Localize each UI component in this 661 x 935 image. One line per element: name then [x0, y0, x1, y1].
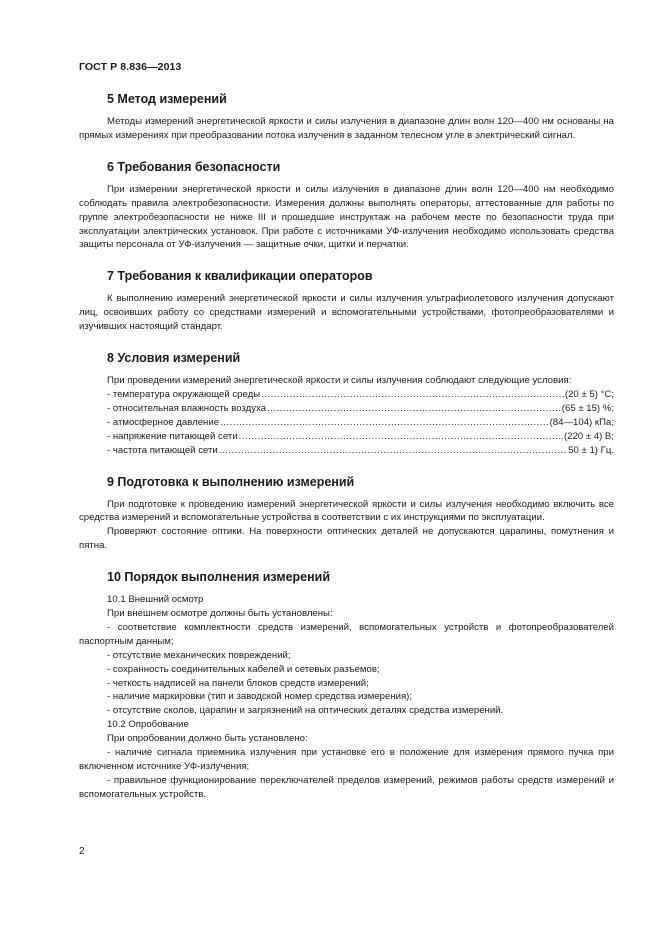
condition-row	[79, 388, 614, 402]
section-5	[79, 92, 614, 143]
section-title: 7 Требования к квалификации операторов	[107, 269, 373, 284]
page-number: 2	[79, 846, 85, 857]
paragraph: При опробовании должно быть установлено:	[107, 733, 308, 745]
paragraph: Методы измерений энергетической яркости и силы излучения в диапазоне длин волн 120—400 нм основаны на прямых измерениях при преобразовании потока излучения в заданном телесном угле в электрический сигнал.	[79, 116, 614, 141]
paragraph: При измерении энергетической яркости и силы излучения в диапазоне длин волн 120—400 нм необходимо соблюдать правила электробезопасности. Измерения должны выполнять операторы, аттестованные для работы по группе электробезопасности не ниже III и прошедшие инструктаж на рабочем месте по безопасности труда при эксплуатации электрических установок. При работе с источниками УФ-излучения необходимо использовать средства защиты персонала от УФ-излучения — защитные очки, щитки и перчатки.	[79, 183, 614, 251]
condition-row	[79, 444, 614, 458]
list-item: - наличие маркировки (тип и заводской номер средства измерения);	[107, 691, 413, 703]
paragraph: При проведении измерений энергетической яркости и силы излучения соблюдают следующие условия:	[107, 375, 572, 387]
paragraph: Проверяют состояние оптики. На поверхности оптических деталей не допускаются царапины, помутнения и пятна.	[79, 526, 614, 552]
document-body	[79, 92, 614, 819]
section-title: 6 Требования безопасности	[107, 159, 281, 174]
paragraph: При внешнем осмотре должны быть установлены:	[107, 608, 333, 620]
list-item: - сохранность соединительных кабелей и сетевых разъемов;	[107, 663, 380, 675]
condition-label: - атмосферное давление	[107, 416, 220, 428]
list-item: - отсутствие сколов, царапин и загрязнений на оптических деталях средства измерений.	[107, 705, 504, 717]
leader-dots	[261, 388, 564, 402]
section-title: 9 Подготовка к выполнению измерений	[107, 474, 355, 489]
condition-value: (84—104) кПа;	[549, 416, 614, 428]
condition-label: - напряжение питающей сети	[107, 430, 238, 442]
section-8	[79, 351, 614, 457]
section-title: 8 Условия измерений	[107, 351, 241, 366]
condition-label: - температура окружающей среды	[107, 388, 261, 400]
paragraph: К выполнению измерений энергетической яркости и силы излучения ультрафиолетового излучения допускают лиц, освоивших работу со средствами измерений и вспомогательными устройствами, фотопреобразователями и изучивших настоящий стандарт.	[79, 293, 614, 333]
leader-dots	[219, 444, 567, 458]
condition-value: 50 ± 1) Гц.	[568, 444, 614, 456]
standard-designation: ГОСТ Р 8.836—2013	[79, 61, 182, 73]
condition-value: (65 ± 15) %;	[561, 402, 614, 414]
subsection-heading: 10.1 Внешний осмотр	[107, 594, 204, 606]
list-item: - наличие сигнала приемника излучения при установке его в положение для измерения прямого пучка при включенном источнике УФ-излучения;	[79, 747, 614, 772]
section-title: 10 Порядок выполнения измерений	[107, 570, 331, 585]
section-10	[79, 570, 614, 802]
section-title: 5 Метод измерений	[107, 92, 227, 106]
leader-dots	[267, 402, 561, 416]
list-item: - соответствие комплектности средств измерений, вспомогательных устройств и фотопреобразователей паспортным данным;	[79, 621, 614, 647]
list-item: - отсутствие механических повреждений;	[107, 649, 291, 661]
conditions-list	[79, 388, 614, 458]
section-9	[79, 475, 614, 554]
section-6	[79, 160, 614, 253]
list-item: - правильное функционирование переключателей пределов измерений, режимов работы средств измерений и вспомогательных устройств.	[79, 774, 614, 800]
section-7	[79, 269, 614, 334]
condition-row	[79, 402, 614, 416]
paragraph: При подготовке к проведению измерений энергетической яркости и силы излучения необходимо включить все средства измерений и вспомогательные устройства в соответствии с их инструкциями по эксплуатации.	[79, 498, 614, 524]
leader-dots	[220, 416, 549, 430]
condition-row	[79, 416, 614, 430]
list-item: - четкость надписей на панели блоков средств измерений;	[107, 677, 369, 689]
leader-dots	[239, 430, 563, 444]
condition-label: - относительная влажность воздуха	[107, 402, 267, 414]
subsection-heading: 10.2 Опробование	[107, 719, 189, 731]
condition-label: - частота питающей сети	[107, 444, 218, 456]
condition-value: (20 ± 5) °C;	[564, 388, 614, 400]
condition-row	[79, 430, 614, 444]
condition-value: (220 ± 4) В;	[563, 430, 614, 442]
